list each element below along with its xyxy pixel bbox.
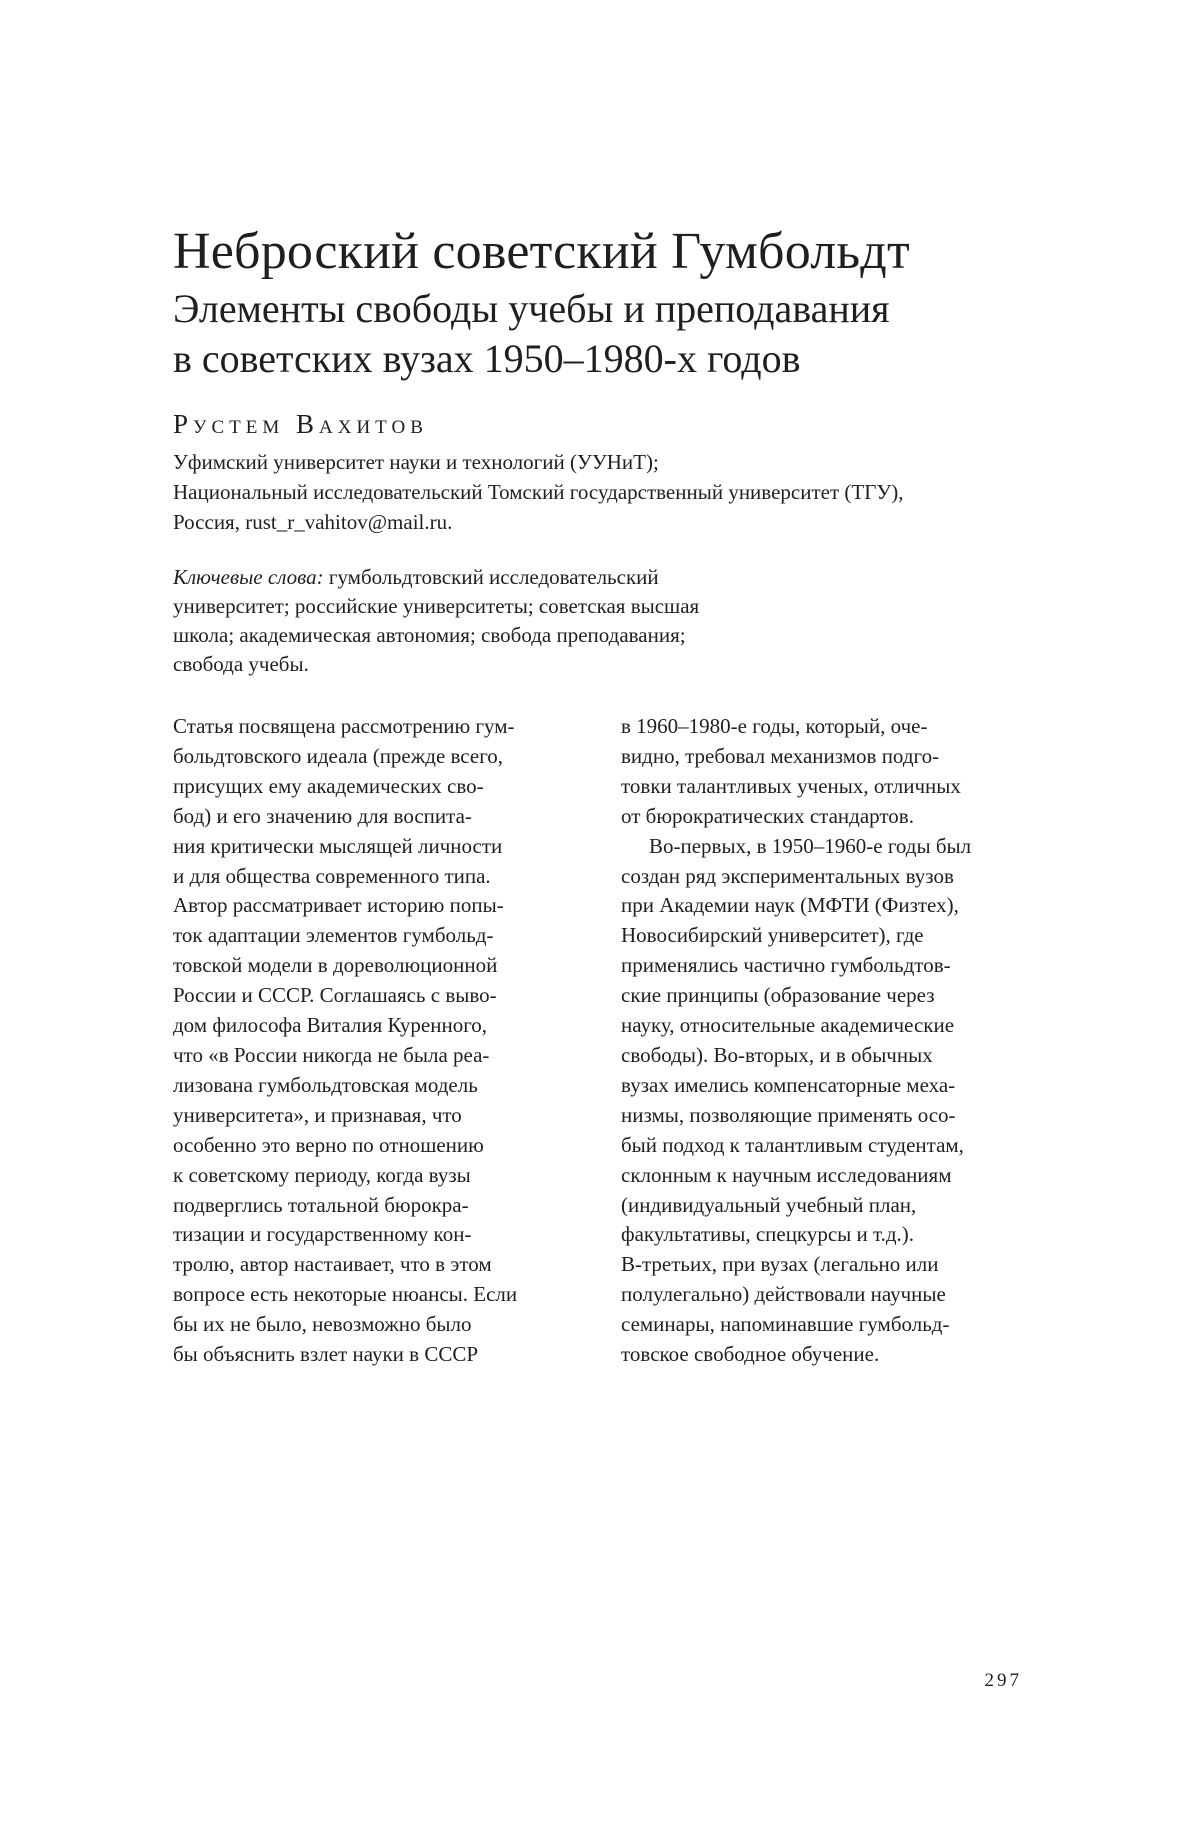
abstract-line: полулегально) действовали научные [621, 1282, 946, 1307]
page-number: 297 [984, 1670, 1022, 1691]
abstract-line: дом философа Виталия Куренного, [173, 1013, 488, 1038]
abstract-left-column [173, 712, 573, 1370]
keywords-line: свобода учебы. [173, 652, 309, 676]
article-title-block [173, 222, 1053, 384]
abstract-line: что «в России никогда не была реа- [173, 1042, 490, 1067]
keywords-line [173, 563, 813, 592]
keywords-label: Ключевые слова: [173, 565, 324, 589]
abstract-line: подверглись тотальной бюрокра- [173, 1192, 469, 1217]
affiliation-line: Уфимский университет науки и технологий (УУНиТ); [173, 450, 659, 474]
abstract-line: ские принципы (образование через [621, 983, 935, 1008]
abstract-line: науку, относительные академические [621, 1013, 955, 1038]
article-subtitle-line: в советских вузах 1950–1980-х годов [173, 336, 801, 381]
author-block [173, 407, 1053, 537]
article-title: Неброский советский Гумбольдт [173, 223, 910, 280]
abstract-line: особенно это верно по отношению [173, 1132, 484, 1157]
abstract-line: при Академии наук (МФТИ (Физтех), [621, 893, 959, 918]
abstract-line: от бюрократических стандартов. [621, 803, 914, 828]
abstract-line: создан ряд экспериментальных вузов [621, 863, 954, 888]
abstract-line: товское свободное обучение. [621, 1342, 880, 1367]
abstract-line: Автор рассматривает историю попы- [173, 893, 504, 918]
abstract-line: присущих ему академических сво- [173, 773, 484, 798]
abstract-line: бый подход к талантливым студентам, [621, 1132, 964, 1157]
abstract-line: В-третьих, при вузах (легально или [621, 1252, 939, 1277]
abstract-line: ток адаптации элементов гумбольд- [173, 923, 494, 948]
abstract-line: применялись частично гумбольдтов- [621, 953, 951, 978]
abstract-line: (индивидуальный учебный план, [621, 1192, 917, 1217]
keywords-text: гумбольдтовский исследовательский [323, 565, 659, 589]
abstract-line: факультативы, спецкурсы и т.д.). [621, 1222, 915, 1247]
abstract-line: в 1960–1980-е годы, который, оче- [621, 714, 928, 738]
abstract-line: видно, требовал механизмов подго- [621, 743, 940, 768]
keywords-block [173, 563, 813, 679]
affiliation-line: Россия, rust_r_vahitov@mail.ru. [173, 510, 453, 534]
abstract-line: семинары, напоминавшие гумбольд- [621, 1312, 950, 1337]
abstract-line: товской модели в дореволюционной [173, 953, 498, 978]
abstract-line: Во-первых, в 1950–1960-е годы был [649, 833, 972, 858]
abstract-line: Новосибирский университет), где [621, 923, 924, 948]
article-subtitle-line: Элементы свободы учебы и преподавания [173, 286, 890, 331]
article-subtitle [173, 284, 1053, 384]
abstract-line: тизации и государственному кон- [173, 1222, 472, 1247]
author-name: Рустем Вахитов [173, 409, 428, 439]
abstract [173, 712, 1021, 1370]
abstract-line: и для общества современного типа. [173, 863, 491, 888]
abstract-line: вопросе есть некоторые нюансы. Если [173, 1282, 518, 1307]
abstract-line: бод) и его значению для воспита- [173, 803, 472, 828]
abstract-line: бы их не было, невозможно было [173, 1312, 472, 1337]
abstract-line: низмы, позволяющие применять осо- [621, 1102, 956, 1127]
abstract-line: свободы). Во-вторых, и в обычных [621, 1042, 933, 1067]
abstract-line: товки талантливых ученых, отличных [621, 773, 961, 798]
abstract-line: университета», и признавая, что [173, 1102, 462, 1127]
abstract-line: к советскому периоду, когда вузы [173, 1162, 471, 1187]
abstract-line: тролю, автор настаивает, что в этом [173, 1252, 492, 1277]
abstract-line: бы объяснить взлет науки в СССР [173, 1342, 479, 1367]
abstract-line: больдтовского идеала (прежде всего, [173, 743, 504, 768]
author-affiliation [173, 447, 1053, 537]
abstract-line: ния критически мыслящей личности [173, 833, 503, 858]
abstract-line: России и СССР. Соглашаясь с выво- [173, 983, 497, 1008]
abstract-line: вузах имелись компенсаторные меха- [621, 1072, 956, 1097]
abstract-line: лизована гумбольдтовская модель [173, 1072, 478, 1097]
abstract-right-column [621, 712, 1021, 1370]
keywords-line: школа; академическая автономия; свобода преподавания; [173, 623, 686, 647]
keywords-line: университет; российские университеты; советская высшая [173, 594, 700, 618]
abstract-line: склонным к научным исследованиям [621, 1162, 952, 1187]
abstract-line: Статья посвящена рассмотрению гум- [173, 714, 515, 738]
affiliation-line: Национальный исследовательский Томский государственный университет (ТГУ), [173, 480, 904, 504]
